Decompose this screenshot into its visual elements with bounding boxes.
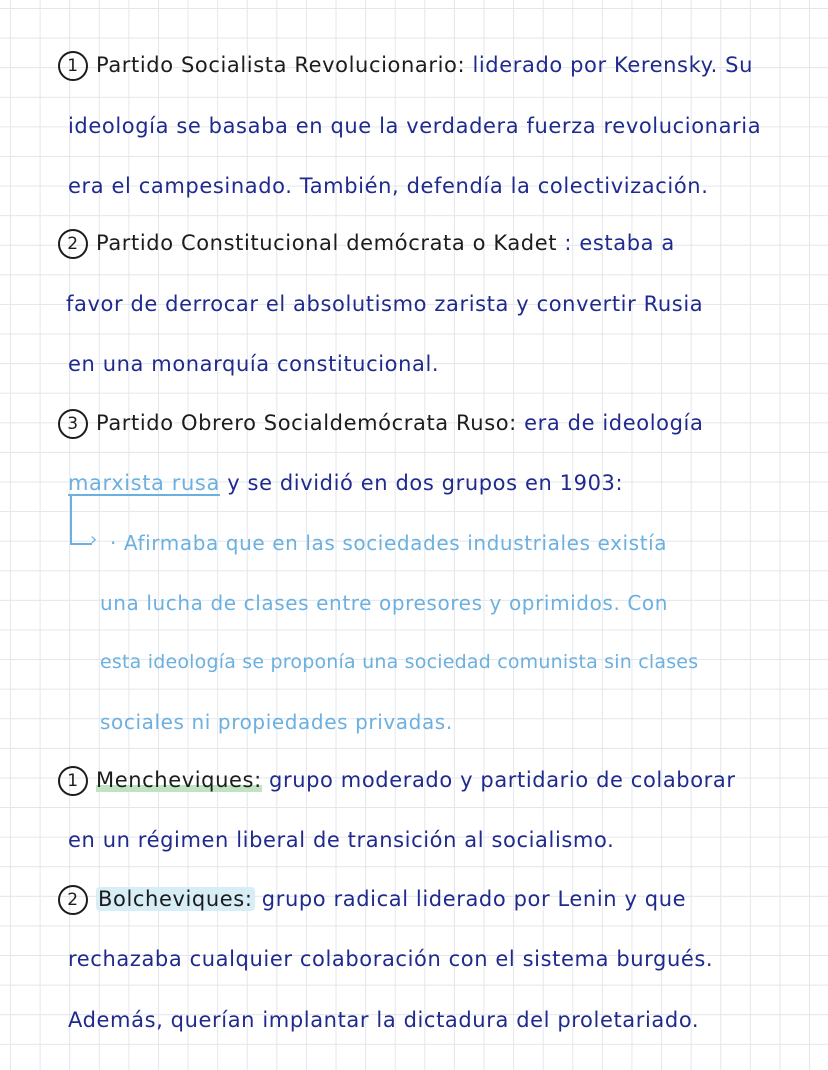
- bolcheviques-title: Bolcheviques:: [98, 887, 253, 911]
- mencheviques-line-2: en un régimen liberal de transición al socialismo.: [68, 828, 615, 852]
- section-3-text: era de ideología: [524, 411, 704, 435]
- bullet-line-3: esta ideología se proponía una sociedad comunista sin clases: [100, 651, 699, 673]
- section-1-line-3: era el campesinado. También, defendía la colectivización.: [68, 174, 709, 198]
- bolcheviques-line-1: [58, 885, 686, 915]
- number-circle: 2: [58, 229, 88, 259]
- section-1-text: liderado por Kerensky. Su: [472, 53, 754, 77]
- mencheviques-line-1: [58, 766, 736, 796]
- section-3-split-text: y se dividió en dos grupos en 1903:: [227, 471, 624, 495]
- section-2-title: Partido Constitucional demócrata o Kadet: [96, 231, 558, 255]
- section-1-title: Partido Socialista Revolucionario:: [96, 53, 466, 77]
- bullet-line-4: sociales ni propiedades privadas.: [100, 710, 453, 734]
- mencheviques-text: grupo moderado y partidario de colaborar: [269, 768, 736, 792]
- section-2-line-1: [58, 229, 675, 259]
- mencheviques-title: Mencheviques:: [96, 768, 262, 792]
- section-2-text: : estaba a: [564, 231, 675, 255]
- number-circle: 3: [58, 409, 88, 439]
- bolcheviques-line-2: rechazaba cualquier colaboración con el sistema burgués.: [68, 947, 714, 971]
- section-1-line-2: ideología se basaba en que la verdadera fuerza revolucionaria: [68, 114, 762, 138]
- arrow-icon: [70, 495, 92, 545]
- bolcheviques-text: grupo radical liderado por Lenin y que: [261, 887, 687, 911]
- section-3-title: Partido Obrero Socialdemócrata Ruso:: [96, 411, 517, 435]
- section-3-line-1: [58, 409, 703, 439]
- arrow-head-icon: ›: [90, 529, 98, 550]
- number-circle: 1: [58, 51, 88, 81]
- number-circle: 2: [58, 885, 88, 915]
- section-1-line-1: [58, 51, 753, 81]
- bullet-line-1: · Afirmaba que en las sociedades industriales existía: [110, 531, 668, 555]
- bolcheviques-line-3: Además, querían implantar la dictadura del proletariado.: [68, 1008, 700, 1032]
- marxista-rusa-label: marxista rusa: [68, 471, 220, 495]
- section-2-line-2: favor de derrocar el absolutismo zarista y convertir Rusia: [66, 292, 704, 316]
- section-3-line-2: [68, 469, 623, 497]
- section-2-line-3: en una monarquía constitucional.: [68, 352, 440, 376]
- number-circle: 1: [58, 766, 88, 796]
- bullet-line-2: una lucha de clases entre opresores y oprimidos. Con: [100, 591, 669, 615]
